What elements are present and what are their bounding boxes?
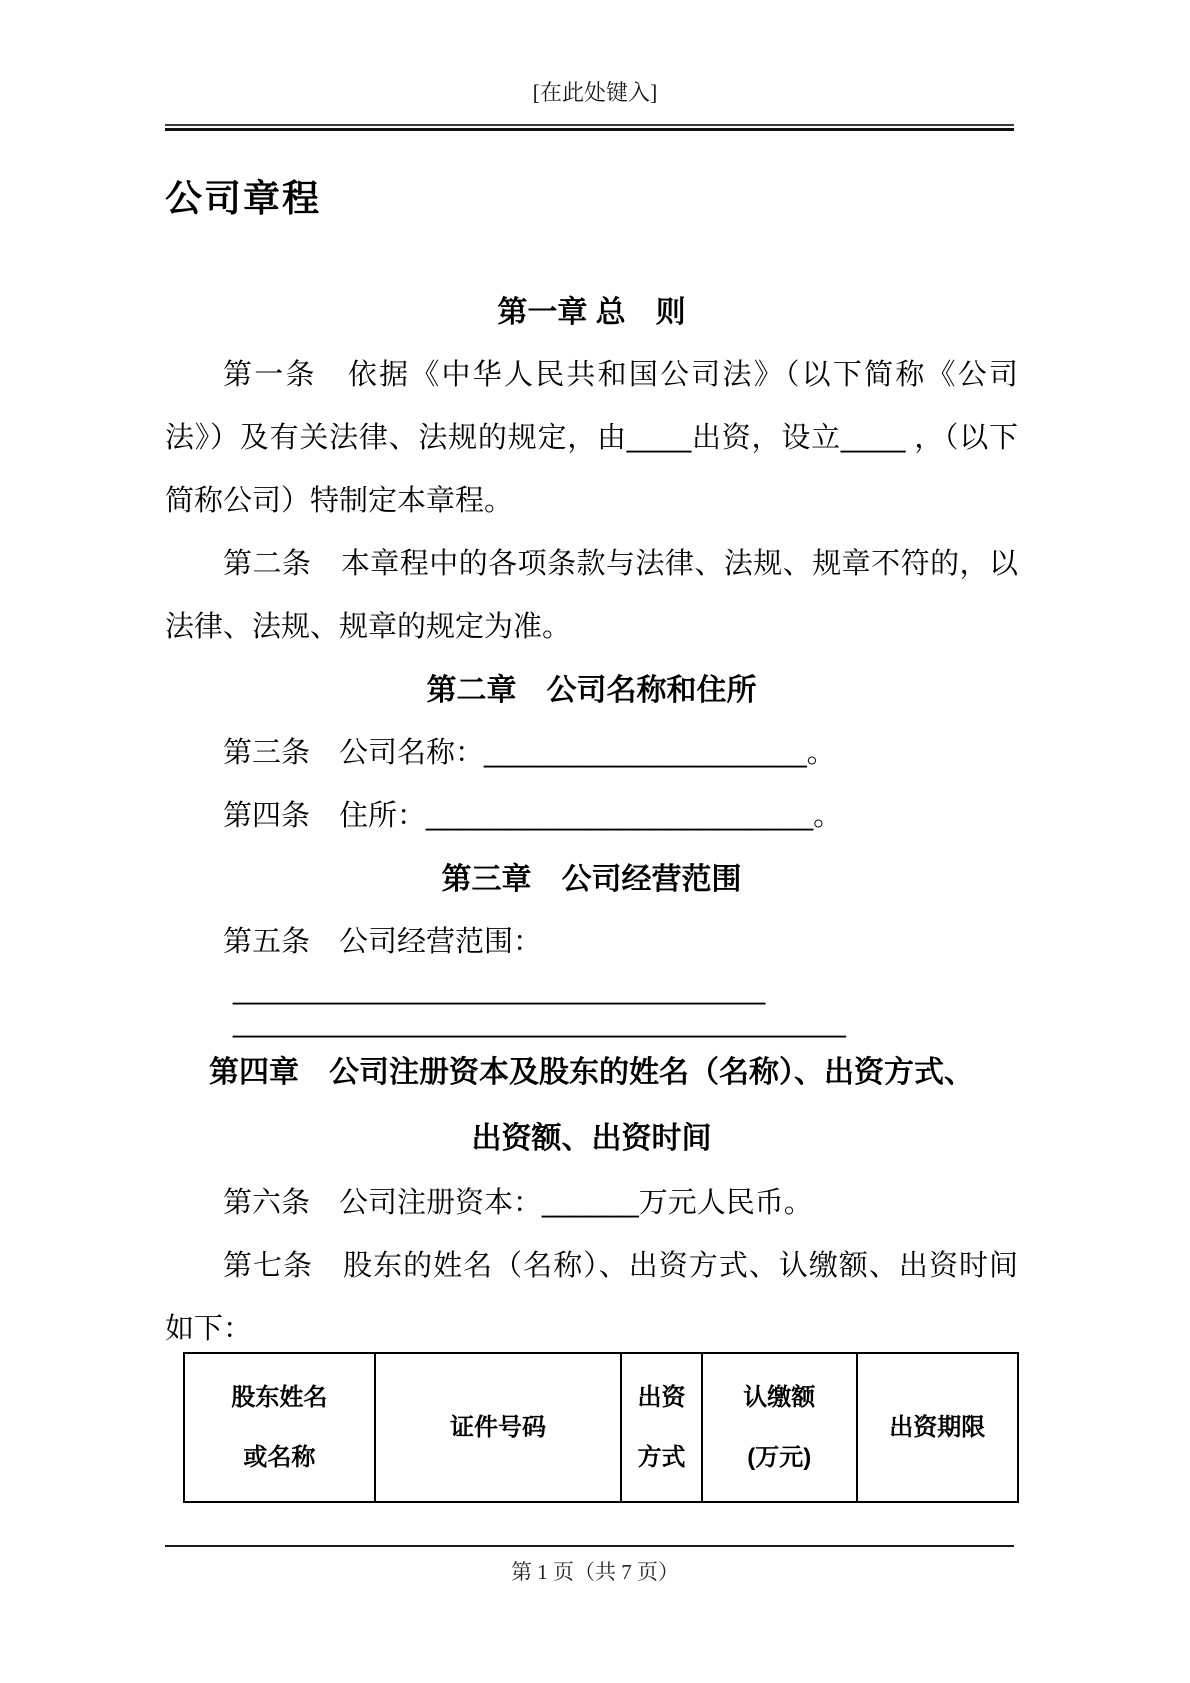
- table-header-contribution-deadline: [856, 1354, 1017, 1501]
- table-header-line: 认缴额: [743, 1383, 816, 1411]
- table-header-id-number: [374, 1354, 620, 1501]
- chapter-4-heading: [165, 1040, 1018, 1172]
- fill-in-blank-line-1: _________________________________: [233, 974, 766, 1006]
- chapter-4-heading-line-1: 第四章 公司注册资本及股东的姓名（名称）、出资方式、: [209, 1056, 974, 1089]
- table-header-contribution-method: [620, 1354, 701, 1501]
- table-header-line: 方式: [637, 1443, 686, 1471]
- table-header-line: (万元): [747, 1443, 812, 1471]
- table-header-shareholder-name: [185, 1354, 374, 1501]
- chapter-4-heading-line-2: 出资额、出资时间: [471, 1122, 712, 1155]
- article-1: 第一条 依据《中华人民共和国公司法》（以下简称《公司法》）及有关法律、法规的规定，由____出资，设立____ ，（以下简称公司）特制定本章程。: [165, 359, 1018, 517]
- fill-in-blank-line-2: ______________________________________: [233, 1007, 846, 1039]
- header-rule: [165, 124, 1014, 131]
- chapter-3-heading: 第三章 公司经营范围: [441, 863, 742, 896]
- article-7: 第七条 股东的姓名（名称）、出资方式、认缴额、出资时间如下：: [165, 1250, 1018, 1345]
- article-2: 第二条 本章程中的各项条款与法律、法规、规章不符的，以法律、法规、规章的规定为准。: [165, 548, 1018, 643]
- table-header-line: 出资: [637, 1383, 686, 1411]
- table-header-line: 或名称: [243, 1443, 316, 1471]
- article-6: 第六条 公司注册资本：______万元人民币。: [223, 1187, 813, 1219]
- article-3: 第三条 公司名称：____________________。: [223, 737, 836, 769]
- shareholder-table: [183, 1352, 1019, 1503]
- document-body: [165, 281, 1018, 1361]
- table-header-subscribed-amount: [701, 1354, 856, 1501]
- table-header-line: 股东姓名: [231, 1383, 328, 1411]
- table-header-line: 出资期限: [889, 1413, 986, 1441]
- page-header-placeholder: [在此处键入]: [532, 80, 658, 105]
- document-title: 公司章程: [165, 178, 321, 219]
- article-4: 第四条 住所：________________________。: [223, 800, 843, 832]
- chapter-2-heading: 第二章 公司名称和住所: [426, 674, 757, 707]
- chapter-1-heading: 第一章 总 则: [497, 296, 686, 329]
- page-number: 第 1 页（共 7 页）: [511, 1560, 679, 1584]
- table-header-line: 证件号码: [449, 1413, 546, 1441]
- footer-rule: [165, 1545, 1014, 1547]
- article-5: 第五条 公司经营范围：: [223, 926, 543, 958]
